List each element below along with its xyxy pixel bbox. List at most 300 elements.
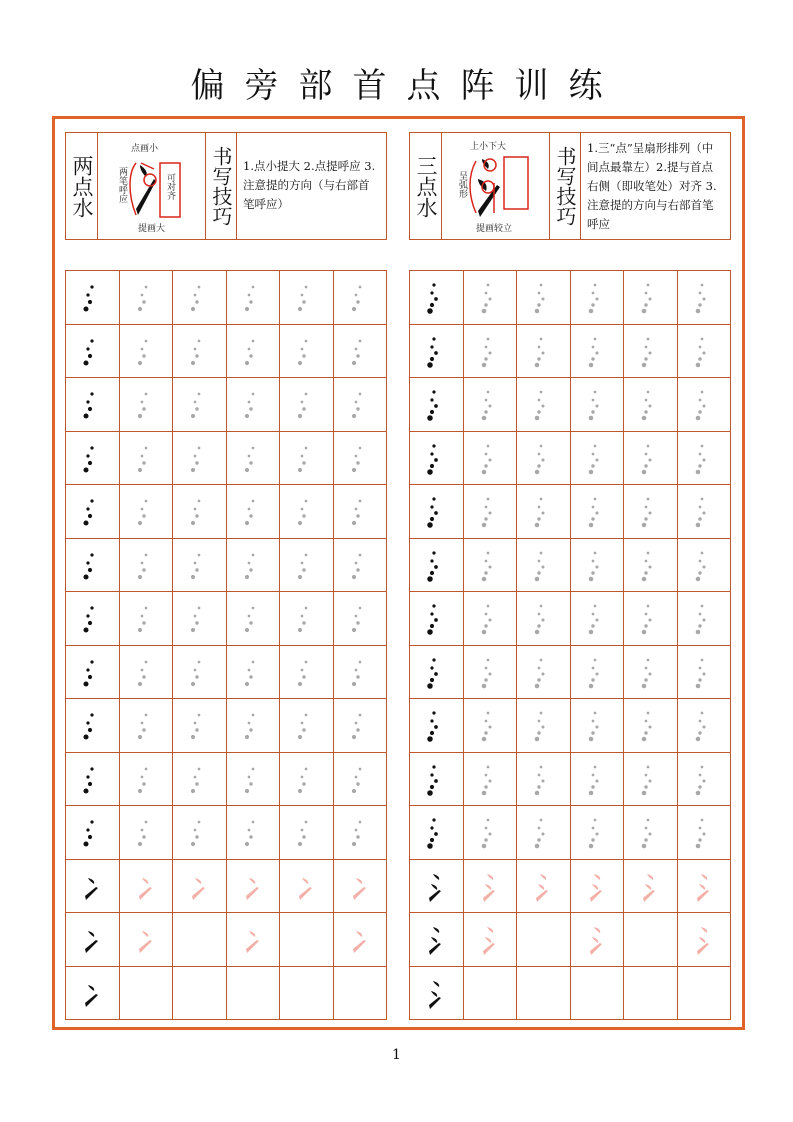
dot-glyph xyxy=(517,646,569,698)
practice-cell[interactable] xyxy=(410,432,464,486)
practice-cell[interactable] xyxy=(66,378,120,432)
practice-cell[interactable] xyxy=(678,539,732,593)
dot-glyph xyxy=(120,699,172,751)
practice-cell[interactable] xyxy=(410,271,464,325)
grid-row xyxy=(410,325,731,379)
practice-cell[interactable] xyxy=(66,325,120,379)
practice-cell[interactable] xyxy=(678,485,732,539)
dot-glyph xyxy=(464,325,516,377)
practice-cell[interactable] xyxy=(410,753,464,807)
practice-cell[interactable] xyxy=(624,967,678,1021)
radical-name: 三点水 xyxy=(414,154,438,218)
grid-row xyxy=(410,432,731,486)
practice-cell[interactable] xyxy=(464,271,518,325)
practice-cell[interactable] xyxy=(464,860,518,914)
diagram-top-label: 点画小 xyxy=(131,144,159,154)
practice-cell[interactable] xyxy=(173,699,227,753)
practice-cell[interactable] xyxy=(227,432,281,486)
dot-glyph xyxy=(120,753,172,805)
practice-cell[interactable] xyxy=(66,646,120,700)
dot-glyph xyxy=(280,485,332,537)
practice-cell[interactable] xyxy=(624,753,678,807)
practice-cell[interactable] xyxy=(334,699,388,753)
practice-cell[interactable] xyxy=(280,699,334,753)
grid-row xyxy=(66,378,387,432)
practice-cell[interactable] xyxy=(120,325,174,379)
dot-glyph xyxy=(334,646,386,698)
stroke-diagram-graphic xyxy=(442,133,550,239)
practice-cell[interactable] xyxy=(678,753,732,807)
practice-cell[interactable] xyxy=(173,967,227,1021)
dot-glyph xyxy=(410,432,462,484)
dot-glyph xyxy=(334,378,386,430)
trace-glyph xyxy=(517,860,569,912)
trace-glyph xyxy=(571,860,623,912)
practice-cell[interactable] xyxy=(571,646,625,700)
dot-glyph xyxy=(678,325,730,377)
dot-glyph xyxy=(66,806,118,858)
practice-cell[interactable] xyxy=(227,913,281,967)
trace-glyph xyxy=(464,860,516,912)
dot-glyph xyxy=(624,378,676,430)
practice-cell[interactable] xyxy=(334,432,388,486)
practice-cell[interactable] xyxy=(678,432,732,486)
practice-cell[interactable] xyxy=(517,967,571,1021)
practice-cell[interactable] xyxy=(624,432,678,486)
practice-cell[interactable] xyxy=(678,646,732,700)
practice-cell[interactable] xyxy=(571,378,625,432)
grid-row xyxy=(66,860,387,914)
dot-glyph xyxy=(280,753,332,805)
practice-cell[interactable] xyxy=(624,378,678,432)
practice-cell[interactable] xyxy=(120,753,174,807)
practice-cell[interactable] xyxy=(410,806,464,860)
practice-cell[interactable] xyxy=(410,325,464,379)
practice-cell[interactable] xyxy=(571,539,625,593)
dot-glyph xyxy=(334,432,386,484)
practice-cell[interactable] xyxy=(517,860,571,914)
practice-cell[interactable] xyxy=(571,325,625,379)
dot-glyph xyxy=(120,539,172,591)
dot-glyph xyxy=(120,592,172,644)
dot-glyph xyxy=(571,753,623,805)
practice-cell[interactable] xyxy=(227,271,281,325)
practice-cell[interactable] xyxy=(173,646,227,700)
dot-glyph xyxy=(120,806,172,858)
practice-cell[interactable] xyxy=(120,646,174,700)
practice-cell[interactable] xyxy=(678,592,732,646)
practice-cell[interactable] xyxy=(624,860,678,914)
trace-glyph xyxy=(120,860,172,912)
practice-cell[interactable] xyxy=(517,592,571,646)
practice-cell[interactable] xyxy=(678,913,732,967)
tips-title: 书写技巧 xyxy=(209,146,233,226)
dot-glyph xyxy=(571,378,623,430)
practice-cell[interactable] xyxy=(173,806,227,860)
practice-cell[interactable] xyxy=(66,271,120,325)
practice-cell[interactable] xyxy=(280,860,334,914)
dot-glyph xyxy=(173,485,225,537)
practice-cell[interactable] xyxy=(334,271,388,325)
practice-cell[interactable] xyxy=(410,592,464,646)
dot-glyph xyxy=(66,646,118,698)
dot-glyph xyxy=(173,699,225,751)
grid-row xyxy=(410,646,731,700)
trace-glyph xyxy=(678,860,730,912)
trace-glyph xyxy=(227,913,279,965)
practice-cell[interactable] xyxy=(280,271,334,325)
practice-cell[interactable] xyxy=(120,699,174,753)
dot-glyph xyxy=(410,592,462,644)
practice-cell[interactable] xyxy=(624,539,678,593)
practice-cell[interactable] xyxy=(410,967,464,1021)
radical-name: 两点水 xyxy=(70,154,94,218)
dot-glyph xyxy=(173,592,225,644)
practice-cell[interactable] xyxy=(517,325,571,379)
dot-glyph xyxy=(464,378,516,430)
dot-glyph xyxy=(464,271,516,323)
practice-cell[interactable] xyxy=(334,967,388,1021)
dot-glyph xyxy=(678,753,730,805)
dot-glyph xyxy=(517,753,569,805)
panel-header xyxy=(409,132,731,240)
practice-cell[interactable] xyxy=(410,485,464,539)
grid-row xyxy=(410,378,731,432)
practice-cell[interactable] xyxy=(334,539,388,593)
practice-cell[interactable] xyxy=(464,753,518,807)
practice-cell[interactable] xyxy=(280,967,334,1021)
practice-cell[interactable] xyxy=(517,271,571,325)
practice-cell[interactable] xyxy=(517,378,571,432)
dot-glyph xyxy=(280,432,332,484)
dot-glyph xyxy=(334,271,386,323)
practice-cell[interactable] xyxy=(678,967,732,1021)
dot-glyph xyxy=(571,592,623,644)
practice-cell[interactable] xyxy=(678,860,732,914)
practice-cell[interactable] xyxy=(571,806,625,860)
practice-cell[interactable] xyxy=(66,806,120,860)
grid-row xyxy=(66,967,387,1021)
dot-glyph xyxy=(464,539,516,591)
trace-glyph xyxy=(410,967,462,1019)
practice-cell[interactable] xyxy=(624,485,678,539)
practice-cell[interactable] xyxy=(173,325,227,379)
page-number: 1 xyxy=(392,1047,401,1063)
dot-glyph xyxy=(173,539,225,591)
dot-glyph xyxy=(334,699,386,751)
practice-cell[interactable] xyxy=(410,378,464,432)
grid-row xyxy=(66,485,387,539)
practice-cell[interactable] xyxy=(624,699,678,753)
practice-cell[interactable] xyxy=(173,913,227,967)
dot-glyph xyxy=(334,753,386,805)
practice-cell[interactable] xyxy=(334,860,388,914)
practice-cell[interactable] xyxy=(66,967,120,1021)
practice-cell[interactable] xyxy=(571,753,625,807)
dot-glyph xyxy=(517,485,569,537)
practice-cell[interactable] xyxy=(571,485,625,539)
dot-glyph xyxy=(571,699,623,751)
dot-glyph xyxy=(410,806,462,858)
dot-glyph xyxy=(120,378,172,430)
dot-glyph xyxy=(410,753,462,805)
trace-glyph xyxy=(410,913,462,965)
dot-glyph xyxy=(66,432,118,484)
practice-cell[interactable] xyxy=(66,753,120,807)
dot-glyph xyxy=(120,646,172,698)
rise-stroke-shape xyxy=(478,185,500,217)
practice-cell[interactable] xyxy=(173,860,227,914)
dot-glyph xyxy=(227,432,279,484)
practice-cell[interactable] xyxy=(227,699,281,753)
dot-glyph xyxy=(624,592,676,644)
practice-cell[interactable] xyxy=(120,432,174,486)
practice-cell[interactable] xyxy=(173,753,227,807)
practice-cell[interactable] xyxy=(464,967,518,1021)
practice-cell[interactable] xyxy=(334,806,388,860)
practice-cell[interactable] xyxy=(280,325,334,379)
practice-cell[interactable] xyxy=(120,913,174,967)
dot-glyph xyxy=(464,806,516,858)
grid-row xyxy=(410,539,731,593)
dot-glyph xyxy=(410,271,462,323)
practice-cell[interactable] xyxy=(410,860,464,914)
practice-cell[interactable] xyxy=(280,539,334,593)
dot-glyph xyxy=(517,592,569,644)
dot-glyph xyxy=(227,646,279,698)
dot-glyph xyxy=(173,325,225,377)
practice-cell[interactable] xyxy=(464,432,518,486)
dot-glyph xyxy=(678,806,730,858)
dot-glyph xyxy=(517,325,569,377)
practice-cell[interactable] xyxy=(120,592,174,646)
practice-cell[interactable] xyxy=(624,271,678,325)
practice-cell[interactable] xyxy=(571,860,625,914)
practice-cell[interactable] xyxy=(517,646,571,700)
practice-cell[interactable] xyxy=(410,699,464,753)
practice-cell[interactable] xyxy=(120,967,174,1021)
dot-glyph xyxy=(66,485,118,537)
practice-cell[interactable] xyxy=(227,325,281,379)
practice-cell[interactable] xyxy=(464,699,518,753)
dot-glyph xyxy=(624,646,676,698)
practice-cell[interactable] xyxy=(173,432,227,486)
dot-glyph xyxy=(678,432,730,484)
dot-glyph xyxy=(280,325,332,377)
practice-cell[interactable] xyxy=(624,592,678,646)
grid-row xyxy=(410,967,731,1021)
dot-glyph xyxy=(173,271,225,323)
dot-glyph xyxy=(120,325,172,377)
tips-title: 书写技巧 xyxy=(553,146,577,226)
practice-cell[interactable] xyxy=(173,378,227,432)
dot-glyph xyxy=(517,539,569,591)
dot-glyph xyxy=(517,378,569,430)
practice-cell[interactable] xyxy=(464,592,518,646)
practice-cell[interactable] xyxy=(66,592,120,646)
practice-cell[interactable] xyxy=(517,913,571,967)
practice-cell[interactable] xyxy=(464,485,518,539)
practice-cell[interactable] xyxy=(624,325,678,379)
practice-cell[interactable] xyxy=(280,806,334,860)
practice-grid xyxy=(65,270,387,1020)
practice-cell[interactable] xyxy=(173,271,227,325)
practice-cell[interactable] xyxy=(678,699,732,753)
practice-cell[interactable] xyxy=(624,646,678,700)
practice-cell[interactable] xyxy=(571,913,625,967)
practice-cell[interactable] xyxy=(227,806,281,860)
practice-cell[interactable] xyxy=(120,539,174,593)
dot-glyph xyxy=(120,271,172,323)
practice-cell[interactable] xyxy=(571,432,625,486)
dot-glyph xyxy=(410,485,462,537)
trace-glyph xyxy=(227,860,279,912)
trace-glyph xyxy=(334,860,386,912)
practice-cell[interactable] xyxy=(334,753,388,807)
practice-cell[interactable] xyxy=(464,325,518,379)
dot-glyph xyxy=(624,432,676,484)
practice-cell[interactable] xyxy=(517,539,571,593)
practice-cell[interactable] xyxy=(280,592,334,646)
practice-cell[interactable] xyxy=(678,325,732,379)
practice-cell[interactable] xyxy=(571,271,625,325)
practice-cell[interactable] xyxy=(280,913,334,967)
curve-guide xyxy=(130,163,136,215)
dot-glyph xyxy=(227,539,279,591)
practice-cell[interactable] xyxy=(334,378,388,432)
practice-cell[interactable] xyxy=(120,806,174,860)
dot-glyph xyxy=(624,485,676,537)
practice-cell[interactable] xyxy=(571,592,625,646)
tips-title-cell xyxy=(550,133,581,239)
practice-cell[interactable] xyxy=(227,646,281,700)
dot-glyph xyxy=(280,271,332,323)
practice-cell[interactable] xyxy=(334,485,388,539)
stroke-diagram xyxy=(442,133,550,239)
grid-row xyxy=(410,592,731,646)
practice-cell[interactable] xyxy=(410,913,464,967)
practice-cell[interactable] xyxy=(120,378,174,432)
grid-row xyxy=(410,699,731,753)
practice-cell[interactable] xyxy=(173,592,227,646)
practice-cell[interactable] xyxy=(227,378,281,432)
practice-cell[interactable] xyxy=(227,967,281,1021)
practice-cell[interactable] xyxy=(66,699,120,753)
practice-cell[interactable] xyxy=(334,646,388,700)
dot-glyph xyxy=(678,646,730,698)
grid-row xyxy=(66,325,387,379)
practice-cell[interactable] xyxy=(280,753,334,807)
practice-cell[interactable] xyxy=(624,806,678,860)
diagram-left-label: 呈弧形 xyxy=(457,171,467,198)
practice-cell[interactable] xyxy=(410,646,464,700)
dot-glyph xyxy=(678,539,730,591)
dot-glyph xyxy=(173,646,225,698)
grid-row xyxy=(410,913,731,967)
practice-cell[interactable] xyxy=(464,378,518,432)
practice-cell[interactable] xyxy=(280,432,334,486)
practice-cell[interactable] xyxy=(678,271,732,325)
practice-cell[interactable] xyxy=(624,913,678,967)
dot-glyph xyxy=(173,432,225,484)
practice-cell[interactable] xyxy=(66,539,120,593)
practice-cell[interactable] xyxy=(334,325,388,379)
practice-cell[interactable] xyxy=(334,913,388,967)
grid-row xyxy=(410,753,731,807)
practice-cell[interactable] xyxy=(464,646,518,700)
practice-cell[interactable] xyxy=(678,806,732,860)
practice-cell[interactable] xyxy=(464,806,518,860)
practice-cell[interactable] xyxy=(66,913,120,967)
grid-row xyxy=(66,646,387,700)
trace-glyph xyxy=(464,913,516,965)
practice-cell[interactable] xyxy=(227,485,281,539)
practice-cell[interactable] xyxy=(464,539,518,593)
dot-glyph xyxy=(517,271,569,323)
practice-cell[interactable] xyxy=(517,806,571,860)
trace-glyph xyxy=(66,913,118,965)
trace-glyph xyxy=(280,860,332,912)
dot-glyph xyxy=(280,806,332,858)
practice-cell[interactable] xyxy=(464,913,518,967)
trace-glyph xyxy=(66,860,118,912)
practice-cell[interactable] xyxy=(517,753,571,807)
dot-glyph xyxy=(571,539,623,591)
practice-cell[interactable] xyxy=(227,860,281,914)
practice-cell[interactable] xyxy=(571,699,625,753)
practice-cell[interactable] xyxy=(66,432,120,486)
dot-glyph xyxy=(517,699,569,751)
practice-cell[interactable] xyxy=(173,485,227,539)
practice-cell[interactable] xyxy=(120,860,174,914)
practice-cell[interactable] xyxy=(517,432,571,486)
practice-cell[interactable] xyxy=(280,485,334,539)
tips-text: 1.点小提大 2.点提呼应 3.注意提的方向（与右部首笔呼应） xyxy=(243,159,376,211)
dot-glyph xyxy=(334,592,386,644)
practice-cell[interactable] xyxy=(571,967,625,1021)
practice-cell[interactable] xyxy=(334,592,388,646)
practice-cell[interactable] xyxy=(66,860,120,914)
dot-glyph xyxy=(66,699,118,751)
practice-cell[interactable] xyxy=(120,271,174,325)
practice-cell[interactable] xyxy=(173,539,227,593)
practice-cell[interactable] xyxy=(280,378,334,432)
dot-glyph xyxy=(227,271,279,323)
practice-cell[interactable] xyxy=(120,485,174,539)
practice-cell[interactable] xyxy=(227,539,281,593)
practice-cell[interactable] xyxy=(410,539,464,593)
practice-cell[interactable] xyxy=(517,485,571,539)
dot-glyph xyxy=(571,271,623,323)
practice-cell[interactable] xyxy=(280,646,334,700)
stroke-diagram-graphic xyxy=(98,133,206,239)
dot-glyph xyxy=(624,271,676,323)
practice-cell[interactable] xyxy=(678,378,732,432)
tips-title-cell xyxy=(206,133,237,239)
dot-glyph xyxy=(464,432,516,484)
dot-glyph xyxy=(464,753,516,805)
curve-guide xyxy=(470,161,476,213)
practice-cell[interactable] xyxy=(227,753,281,807)
practice-cell[interactable] xyxy=(517,699,571,753)
dot-glyph xyxy=(571,485,623,537)
dot-glyph xyxy=(66,325,118,377)
grid-row xyxy=(410,485,731,539)
diagram-bottom-label: 提画较立 xyxy=(476,224,513,234)
practice-cell[interactable] xyxy=(66,485,120,539)
trace-glyph xyxy=(410,860,462,912)
practice-cell[interactable] xyxy=(227,592,281,646)
